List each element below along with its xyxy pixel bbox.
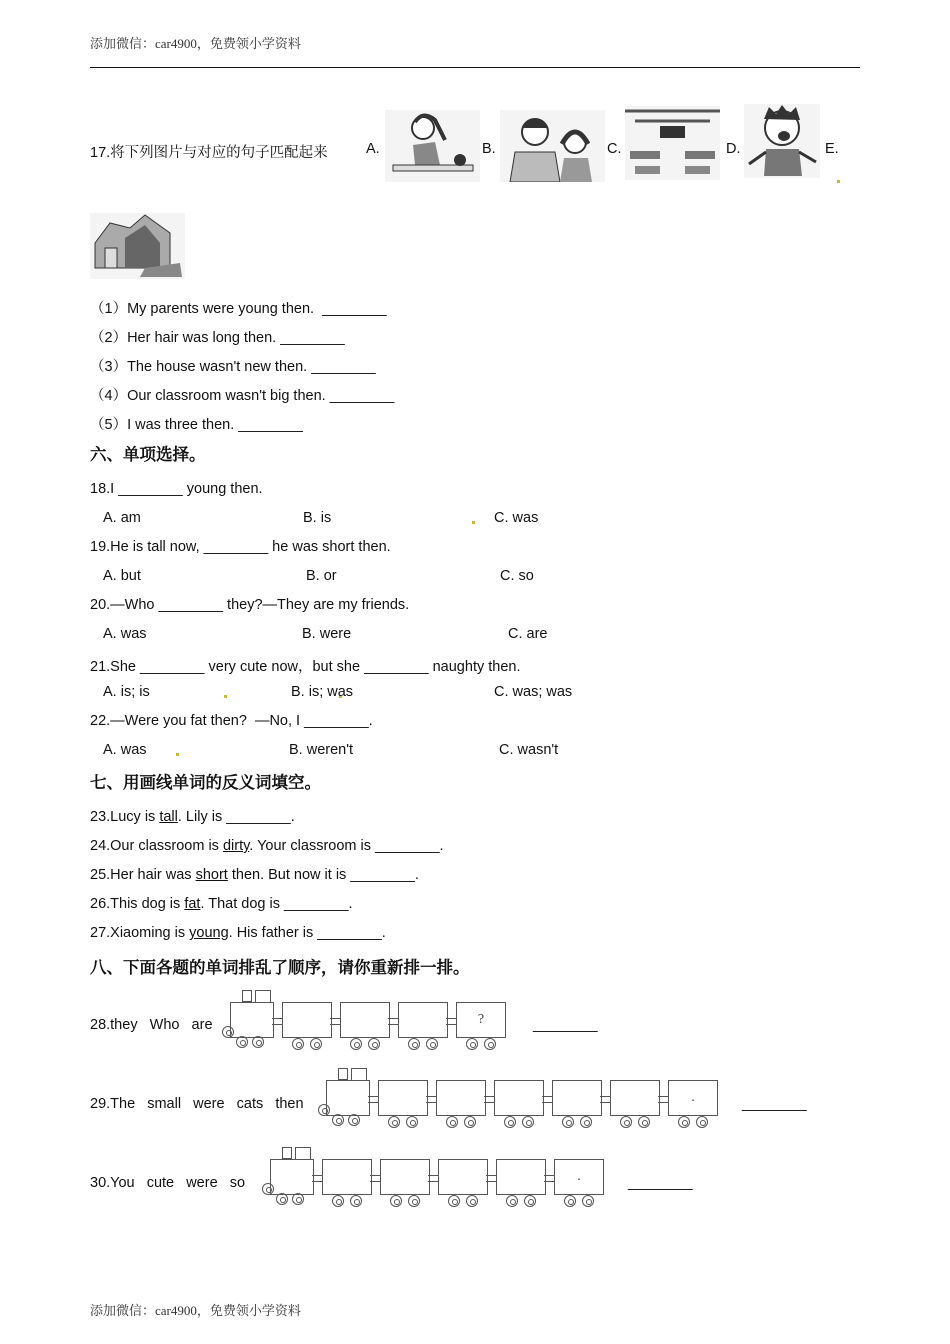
car-wheel	[638, 1116, 650, 1128]
engine-wheel	[348, 1114, 360, 1126]
car-wheel	[582, 1195, 594, 1207]
train-cab	[255, 990, 271, 1003]
word-box[interactable]	[282, 1002, 332, 1038]
q17-label-a: A.	[366, 141, 380, 157]
car-wheel	[350, 1195, 362, 1207]
answer-option[interactable]: B. weren't	[289, 742, 354, 758]
answer-option[interactable]: A. was	[103, 742, 147, 758]
car-wheel	[580, 1116, 592, 1128]
word-scramble-question: 29.The small were cats then	[90, 1096, 304, 1112]
question-text: . Your classroom is ________.	[249, 838, 444, 854]
train-engine	[326, 1080, 370, 1116]
underlined-word: tall	[159, 809, 178, 825]
underlined-word: short	[195, 867, 228, 883]
train-cab	[295, 1147, 311, 1160]
word-box[interactable]	[398, 1002, 448, 1038]
car-link	[658, 1096, 668, 1103]
q17-label-b: B.	[482, 141, 496, 157]
answer-option[interactable]: C. was	[494, 510, 539, 526]
engine-wheel	[236, 1036, 248, 1048]
underlined-word: young	[189, 925, 229, 941]
question-text: 25.Her hair was	[90, 867, 196, 883]
car-link	[484, 1096, 494, 1103]
car-wheel	[406, 1116, 418, 1128]
word-box[interactable]: ?	[456, 1002, 506, 1038]
q17-label-e: E.	[825, 141, 839, 157]
car-wheel	[388, 1116, 400, 1128]
car-link	[272, 1018, 282, 1025]
question-text: 27.Xiaoming is	[90, 925, 190, 941]
word-box[interactable]	[322, 1159, 372, 1195]
word-box[interactable]	[438, 1159, 488, 1195]
train-chimney	[282, 1147, 292, 1159]
antonym-question	[90, 838, 444, 854]
car-wheel	[620, 1116, 632, 1128]
question-stem: 21.She ________ very cute now，but she ________ naughty then.	[90, 659, 521, 675]
car-wheel	[448, 1195, 460, 1207]
train-chimney	[242, 990, 252, 1002]
word-box[interactable]	[380, 1159, 430, 1195]
page-footer: 添加微信：car4900，免费领小学资料	[90, 1303, 301, 1318]
engine-wheel	[252, 1036, 264, 1048]
word-box[interactable]: .	[668, 1080, 718, 1116]
question-text: . Lily is ________.	[177, 809, 295, 825]
car-wheel	[504, 1116, 516, 1128]
section-6-title: 六、单项选择。	[90, 445, 206, 464]
underlined-word: fat	[184, 896, 201, 912]
train-cab	[351, 1068, 367, 1081]
car-wheel	[466, 1195, 478, 1207]
couple-image	[500, 110, 605, 182]
car-link	[486, 1175, 496, 1182]
car-link	[542, 1096, 552, 1103]
question-text: . That dog is ________.	[200, 896, 353, 912]
car-wheel	[426, 1038, 438, 1050]
car-wheel	[678, 1116, 690, 1128]
answer-option[interactable]: A. is; is	[103, 684, 150, 700]
train-engine	[270, 1159, 314, 1195]
girl-studying-image	[385, 110, 480, 182]
question-stem: 20.—Who ________ they?—They are my friends.	[90, 597, 410, 613]
car-wheel	[292, 1038, 304, 1050]
word-scramble-question: 30.You cute were so	[90, 1175, 246, 1191]
answer-option[interactable]: A. was	[103, 626, 147, 642]
underlined-word: dirty	[222, 838, 250, 854]
train-engine	[230, 1002, 274, 1038]
engine-wheel	[332, 1114, 344, 1126]
car-wheel	[310, 1038, 322, 1050]
car-link	[312, 1175, 322, 1182]
answer-option[interactable]: B. is; was	[291, 684, 354, 700]
antonym-question	[90, 809, 295, 825]
car-wheel	[562, 1116, 574, 1128]
car-wheel	[408, 1038, 420, 1050]
q17-label-c: C.	[607, 141, 622, 157]
word-box[interactable]	[340, 1002, 390, 1038]
q17-label-d: D.	[726, 141, 741, 157]
answer-option[interactable]: C. was; was	[494, 684, 573, 700]
question-text: 23.Lucy is	[90, 809, 160, 825]
car-link	[428, 1175, 438, 1182]
car-link	[544, 1175, 554, 1182]
car-wheel	[506, 1195, 518, 1207]
section-7-title: 七、用画线单词的反义词填空。	[90, 773, 321, 792]
car-wheel	[484, 1038, 496, 1050]
answer-option[interactable]: C. are	[508, 626, 548, 642]
word-box[interactable]	[378, 1080, 428, 1116]
word-scramble-question: 28.they Who are	[90, 1017, 213, 1033]
antonym-question	[90, 925, 386, 941]
car-wheel	[522, 1116, 534, 1128]
section-8-title: 八、下面各题的单词排乱了顺序，请你重新排一排。	[90, 958, 470, 977]
laughing-boy-image	[744, 104, 820, 178]
car-wheel	[368, 1038, 380, 1050]
question-stem: 18.I ________ young then.	[90, 481, 263, 497]
car-link	[368, 1096, 378, 1103]
q17-item: （2）Her hair was long then. ________	[90, 330, 345, 346]
question-text: 24.Our classroom is	[90, 838, 223, 854]
word-box[interactable]	[494, 1080, 544, 1116]
word-box[interactable]	[496, 1159, 546, 1195]
word-box[interactable]	[552, 1080, 602, 1116]
q17-item: （4）Our classroom wasn't big then. ________	[90, 388, 395, 404]
old-house-image	[90, 213, 185, 279]
word-box[interactable]	[436, 1080, 486, 1116]
engine-wheel	[262, 1183, 274, 1195]
answer-blank[interactable]: ________	[533, 1017, 598, 1033]
train-chimney	[338, 1068, 348, 1080]
car-wheel	[408, 1195, 420, 1207]
antonym-question	[90, 896, 353, 912]
car-wheel	[332, 1195, 344, 1207]
car-link	[370, 1175, 380, 1182]
car-wheel	[446, 1116, 458, 1128]
q17-item: （3）The house wasn't new then. ________	[90, 359, 376, 375]
engine-wheel	[318, 1104, 330, 1116]
q17-item: （1）My parents were young then. ________	[90, 301, 387, 317]
page-header: 添加微信：car4900，免费领小学资料	[90, 36, 301, 51]
car-wheel	[464, 1116, 476, 1128]
word-box[interactable]	[610, 1080, 660, 1116]
engine-wheel	[292, 1193, 304, 1205]
car-wheel	[390, 1195, 402, 1207]
answer-option[interactable]: B. is	[303, 510, 332, 526]
classroom-image	[625, 106, 720, 180]
car-wheel	[564, 1195, 576, 1207]
answer-option[interactable]: A. but	[103, 568, 141, 584]
car-wheel	[466, 1038, 478, 1050]
header-divider	[90, 67, 860, 68]
car-link	[426, 1096, 436, 1103]
q17-item: （5）I was three then. ________	[90, 417, 303, 433]
question-text: then. But now it is ________.	[227, 867, 419, 883]
answer-blank[interactable]: ________	[628, 1175, 693, 1191]
question-text: 26.This dog is	[90, 896, 185, 912]
question-text: . His father is ________.	[228, 925, 386, 941]
engine-wheel	[276, 1193, 288, 1205]
word-box[interactable]: .	[554, 1159, 604, 1195]
car-link	[330, 1018, 340, 1025]
antonym-question	[90, 867, 419, 883]
train-answer-boxes	[318, 1068, 718, 1138]
car-link	[388, 1018, 398, 1025]
answer-option[interactable]: A. am	[103, 510, 141, 526]
car-wheel	[524, 1195, 536, 1207]
question-stem: 22.—Were you fat then? —No, I ________.	[90, 713, 373, 729]
answer-option[interactable]: C. so	[500, 568, 534, 584]
car-wheel	[696, 1116, 708, 1128]
engine-wheel	[222, 1026, 234, 1038]
answer-option[interactable]: B. or	[306, 568, 337, 584]
answer-option[interactable]: C. wasn't	[499, 742, 559, 758]
answer-option[interactable]: B. were	[302, 626, 352, 642]
question-stem: 19.He is tall now, ________ he was short then.	[90, 539, 391, 555]
car-link	[446, 1018, 456, 1025]
q17-prompt: 17.将下列图片与对应的句子匹配起来	[90, 145, 328, 161]
answer-blank[interactable]: ________	[742, 1096, 807, 1112]
car-link	[600, 1096, 610, 1103]
car-wheel	[350, 1038, 362, 1050]
train-answer-boxes	[262, 1147, 662, 1217]
